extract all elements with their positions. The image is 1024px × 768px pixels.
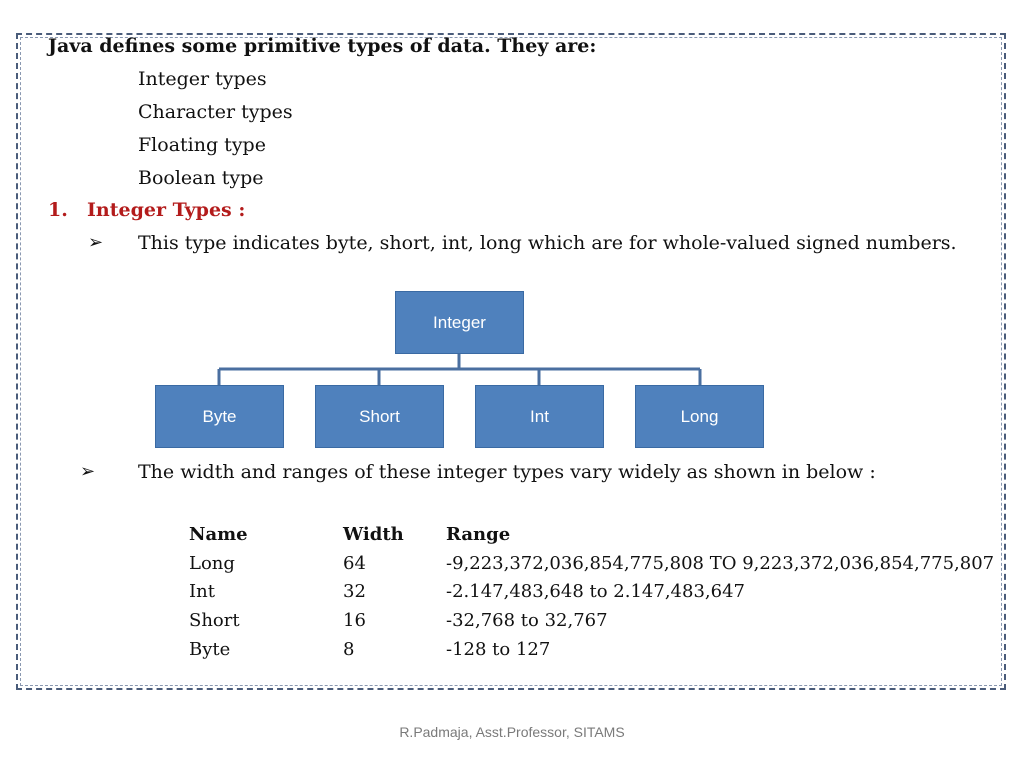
type-item-boolean: Boolean type bbox=[138, 167, 264, 189]
table-header-width: Width bbox=[343, 524, 404, 545]
type-item-floating: Floating type bbox=[138, 134, 266, 156]
table-header-name: Name bbox=[189, 524, 248, 545]
table-cell-width: 8 bbox=[343, 639, 355, 660]
table-cell-name: Byte bbox=[189, 639, 231, 660]
arrow-bullet-icon: ➢ bbox=[88, 232, 104, 253]
section-number: 1. bbox=[48, 199, 68, 221]
table-cell-range: -128 to 127 bbox=[446, 639, 551, 660]
footer-credit: R.Padmaja, Asst.Professor, SITAMS bbox=[399, 724, 625, 740]
intro-heading: Java defines some primitive types of data. They are: bbox=[48, 35, 597, 57]
table-cell-name: Long bbox=[189, 553, 235, 574]
table-cell-name: Int bbox=[189, 581, 215, 602]
section-title: Integer Types : bbox=[87, 199, 246, 221]
diagram-node-int: Int bbox=[475, 385, 604, 448]
table-cell-range: -9,223,372,036,854,775,808 TO 9,223,372,036,854,775,807 bbox=[446, 553, 995, 574]
table-cell-width: 32 bbox=[343, 581, 366, 602]
table-cell-range: -32,768 to 32,767 bbox=[446, 610, 608, 631]
table-header-range: Range bbox=[446, 524, 511, 545]
arrow-bullet-icon: ➢ bbox=[80, 461, 96, 482]
type-item-integer: Integer types bbox=[138, 68, 267, 90]
bullet-text-2: The width and ranges of these integer types vary widely as shown in below : bbox=[138, 461, 876, 483]
table-cell-width: 64 bbox=[343, 553, 366, 574]
bullet-text-1: This type indicates byte, short, int, long which are for whole-valued signed numbers. bbox=[138, 232, 957, 254]
diagram-node-long: Long bbox=[635, 385, 764, 448]
type-item-character: Character types bbox=[138, 101, 293, 123]
table-cell-name: Short bbox=[189, 610, 240, 631]
diagram-node-byte: Byte bbox=[155, 385, 284, 448]
table-cell-width: 16 bbox=[343, 610, 366, 631]
table-cell-range: -2.147,483,648 to 2.147,483,647 bbox=[446, 581, 745, 602]
diagram-node-short: Short bbox=[315, 385, 444, 448]
diagram-node-integer: Integer bbox=[395, 291, 524, 354]
